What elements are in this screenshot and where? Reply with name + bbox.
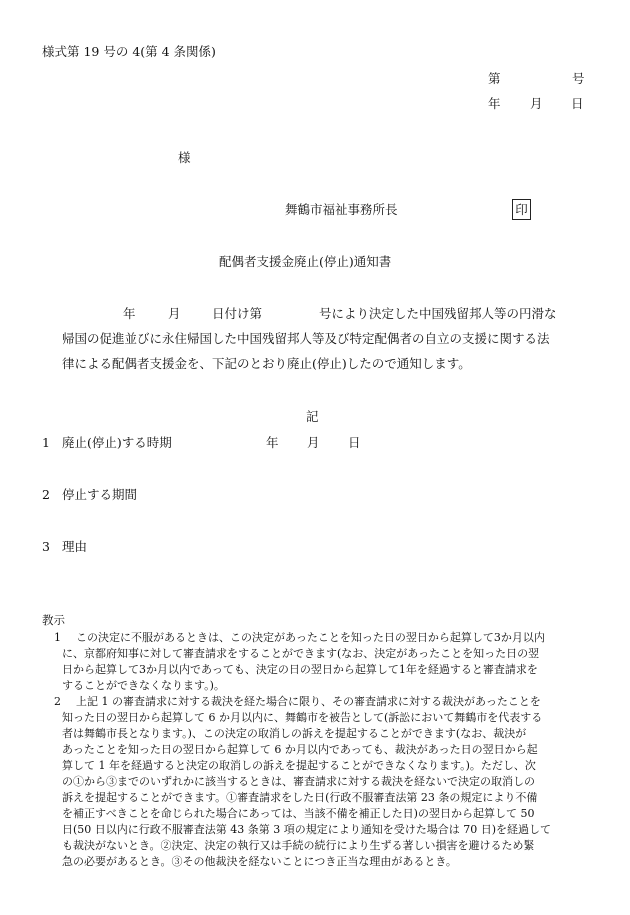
notice-2-line: 算して 1 年を経過すると決定の取消しの訴えを提起することができなくなります。)。ただし、次 <box>62 759 536 772</box>
notice-1-number: 1 <box>54 631 61 644</box>
body-line2: 帰国の促進並びに永住帰国した中国残留邦人等及び特定配偶者の自立の支援に関する法 <box>62 331 550 346</box>
document-title: 配偶者支援金廃止(停止)通知書 <box>219 254 392 269</box>
item-1-label: 廃止(停止)する時期 <box>62 435 172 450</box>
seal-mark: 印 <box>512 199 531 220</box>
notice-2-line: あったことを知った日の翌日から起算して 6 か月以内であっても、裁決があった日の翌日から起 <box>62 743 538 756</box>
body-day-ref: 日付け第 <box>212 306 263 321</box>
notice-2-line: 知った日の翌日から起算して 6 か月以内に、舞鶴市を被告として(訴訟において舞鶴市を代表する <box>62 711 543 724</box>
item-1-number: 1 <box>42 435 50 450</box>
notice-2-number: 2 <box>54 695 61 708</box>
notice-2-line: も裁決がないとき。②決定、決定の執行又は手続の続行により生ずる著しい損害を避けるため緊 <box>62 839 535 852</box>
notice-2-line: を補正すべきことを命じられた場合にあっては、当該不備を補正した日)の翌日から起算して 50 <box>62 807 535 820</box>
date-month: 月 <box>530 96 543 111</box>
notice-1-line: することができなくなります。)。 <box>62 679 225 692</box>
addressee-suffix: 様 <box>178 150 191 165</box>
notice-2-line: 日(50 日以内に行政不服審査法第 43 条第 3 項の規定により通知を受けた場合は 70 日)を経過して <box>62 823 552 836</box>
doc-number-dai: 第 <box>488 71 501 86</box>
date-year: 年 <box>488 96 501 111</box>
body-year: 年 <box>123 306 136 321</box>
item-1-day: 日 <box>348 435 361 450</box>
item-1-month: 月 <box>307 435 320 450</box>
ki-heading: 記 <box>306 409 319 424</box>
date-day: 日 <box>571 96 584 111</box>
notice-2-line: 上記 1 の審査請求に対する裁決を経た場合に限り、その審査請求に対する裁決があったことを <box>76 695 541 708</box>
body-line3: 律による配偶者支援金を、下記のとおり廃止(停止)したので通知します。 <box>62 356 471 371</box>
item-2-label: 停止する期間 <box>62 487 138 502</box>
notice-2-line: 訴えを提起することができます。①審査請求をした日(行政不服審査法第 23 条の規定により不備 <box>62 791 538 804</box>
item-3-number: 3 <box>42 539 50 554</box>
issuer-name: 舞鶴市福祉事務所長 <box>285 202 398 217</box>
notice-1-line: この決定に不服があるときは、この決定があったことを知った日の翌日から起算して3か月以内 <box>76 631 545 644</box>
item-1-year: 年 <box>266 435 279 450</box>
item-2-number: 2 <box>42 487 50 502</box>
notice-2-line: 者は舞鶴市長となります。)、この決定の取消しの訴えを提起することができます(なお、裁決が <box>62 727 527 740</box>
notice-2-line: の①から③までのいずれかに該当するときは、審査請求に対する裁決を経ないで決定の取消しの <box>62 775 535 788</box>
body-month: 月 <box>168 306 181 321</box>
body-line1-rest: 号により決定した中国残留邦人等の円滑な <box>319 306 557 321</box>
notice-1-line: 日から起算して3か月以内であっても、決定の日の翌日から起算して1年を経過すると審査請求を <box>62 663 538 676</box>
notice-1-line: に、京都府知事に対して審査請求をすることができます(なお、決定があったことを知った日の翌 <box>62 647 540 660</box>
notice-2-line: 急の必要があるとき。③その他裁決を経ないことにつき正当な理由があるとき。 <box>62 855 457 868</box>
item-3-label: 理由 <box>62 539 88 554</box>
notice-heading: 教示 <box>42 613 65 627</box>
form-number: 様式第 19 号の 4(第 4 条関係) <box>42 44 216 59</box>
doc-number-go: 号 <box>572 71 585 86</box>
